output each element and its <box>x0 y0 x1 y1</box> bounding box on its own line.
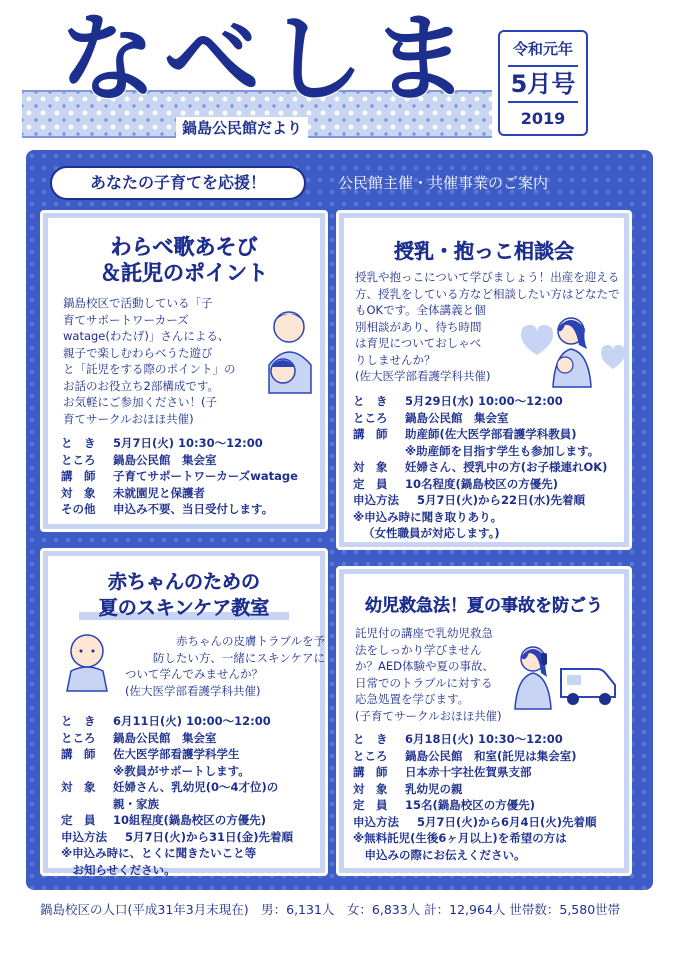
detail-value: 6月18日(火) 10:30～12:00 <box>405 732 563 746</box>
intro-line: 応急処置を学びます。 <box>355 692 470 706</box>
detail-row <box>61 713 323 730</box>
detail-row <box>61 746 323 763</box>
detail-row <box>61 452 323 469</box>
detail-value: ※助産師を目指す学生も参加します。 <box>405 443 600 458</box>
card-title: 授乳・抱っこ相談会 <box>394 239 574 263</box>
card-details <box>353 393 627 542</box>
intro-line: watage(わたげ)」さんによる、 <box>63 329 230 343</box>
detail-row <box>353 476 627 493</box>
detail-row <box>61 485 323 502</box>
detail-label: 講 師 <box>353 427 388 441</box>
detail-label: ところ <box>353 748 388 763</box>
parent-child-illustration <box>253 305 321 395</box>
detail-value: 妊婦さん、授乳中の方(お子様連れOK) <box>405 460 608 474</box>
issue-box <box>498 30 588 136</box>
intro-line: (佐大医学部看護学科共催) <box>355 369 491 383</box>
detail-value: 5月7日(火)から6月4日(火)先着順 <box>417 814 597 829</box>
detail-row <box>61 501 323 518</box>
card-title-line1: 赤ちゃんのための <box>107 571 260 593</box>
detail-label: 講 師 <box>61 469 96 483</box>
detail-label <box>61 796 113 813</box>
issue-year: 2019 <box>520 109 566 128</box>
card-intro <box>355 625 515 724</box>
detail-row <box>353 764 629 781</box>
detail-row <box>353 443 627 460</box>
detail-label <box>61 763 113 780</box>
detail-value: 申込み不要、当日受付します。 <box>113 502 274 516</box>
detail-row <box>353 797 629 814</box>
detail-value: 10名程度(鍋島校区の方優先) <box>405 476 559 491</box>
intro-line: ついて学んでみませんか？ <box>125 667 263 681</box>
detail-note: お知らせください。 <box>61 862 176 877</box>
detail-label: ところ <box>353 410 388 425</box>
detail-value: ※教員がサポートします。 <box>113 763 250 778</box>
detail-label: 対 象 <box>353 781 388 796</box>
detail-note: （女性職員が対応します。) <box>363 526 500 540</box>
card-title-line2: 夏のスキンケア教室 <box>79 593 289 620</box>
detail-label: と き <box>61 436 96 450</box>
event-card-skincare <box>40 548 328 876</box>
detail-value: 5月29日(水) 10:00～12:00 <box>405 394 563 408</box>
section-heading: 公民館主催・共催事業のご案内 <box>338 174 549 192</box>
detail-row <box>61 812 323 829</box>
detail-label: 対 象 <box>61 780 96 794</box>
detail-value: 未就園児と保護者 <box>113 485 205 500</box>
newsletter-title: なべしま <box>60 2 476 115</box>
detail-row <box>353 426 627 443</box>
detail-value: 妊婦さん、乳幼児(0～4才位)の <box>113 780 279 794</box>
detail-row <box>353 393 627 410</box>
event-card-nursing <box>336 210 632 550</box>
intro-line: 親子で楽しむわらべうた遊び <box>63 345 213 360</box>
intro-line: 育てサークルおほほ共催) <box>63 411 194 426</box>
detail-row <box>353 459 627 476</box>
intro-line: と「託児をする際のポイント」の <box>63 362 236 376</box>
intro-line: 赤ちゃんの皮膚トラブルを予 <box>175 634 325 648</box>
detail-value: 鍋島公民館 和室(託児は集会室) <box>405 748 577 763</box>
intro-line: 育てサポートワーカーズ <box>63 312 189 327</box>
detail-value: 鍋島公民館 集会室 <box>405 410 509 425</box>
mother-baby-illustration <box>515 309 625 389</box>
detail-row <box>61 779 323 796</box>
population-footer: 鍋島校区の人口(平成31年3月末現在) 男：6,131人 女：6,833人 計：12,964人 世帯数：5,580世帯 <box>40 902 621 917</box>
detail-label: と き <box>61 714 96 728</box>
intro-line: (子育てサークルおほほ共催) <box>355 708 502 723</box>
detail-value: 5月7日(火) 10:30～12:00 <box>113 436 263 450</box>
detail-note: ※無料託児(生後6ヶ月以上)を希望の方は <box>353 831 567 845</box>
detail-value: 鍋島公民館 集会室 <box>113 730 217 745</box>
intro-line: 方、授乳をしている方など相談したい方はどなたで <box>355 286 620 301</box>
detail-value: 子育てサポートワーカーズwatage <box>113 469 298 483</box>
card-title-line2: ＆託児のポイント <box>100 261 268 285</box>
detail-note: ※申込み時に聞き取りあり。 <box>353 509 503 524</box>
intro-line: お話のお役立ち2部構成です。 <box>63 378 219 393</box>
detail-label: ところ <box>61 452 96 467</box>
intro-line: は育児についておしゃべ <box>355 336 482 350</box>
intro-line: 日常でのトラブルに対する <box>355 675 493 690</box>
detail-row <box>353 410 627 427</box>
intro-line: 託児付の講座で乳幼児救急 <box>355 626 493 640</box>
detail-row <box>61 435 323 452</box>
intro-line: お気軽にご参加ください！(子 <box>63 395 217 409</box>
issue-month: 5月号 <box>508 65 578 103</box>
card-title: 幼児救急法！夏の事故を防ごう <box>365 596 603 616</box>
detail-value: 5月7日(火)から22日(水)先着順 <box>417 493 586 507</box>
card-details <box>353 731 629 863</box>
card-details <box>61 713 323 878</box>
detail-label: と き <box>353 732 388 746</box>
detail-row <box>61 763 323 780</box>
detail-row <box>61 730 323 747</box>
detail-label: 申込方法 <box>61 829 107 844</box>
detail-row <box>353 781 629 798</box>
detail-note: ※申込み時に、とくに聞きたいこと等 <box>61 846 257 860</box>
section-pill: あなたの子育てを応援！ <box>50 166 306 200</box>
detail-note: 申込みの際にお伝えください。 <box>353 847 526 862</box>
detail-label: 対 象 <box>353 460 388 474</box>
event-card-warabe <box>40 210 328 532</box>
detail-row <box>353 748 629 765</box>
detail-label: 申込方法 <box>353 814 399 829</box>
detail-value: 日本赤十字社佐賀県支部 <box>405 765 532 779</box>
detail-value: 5月7日(火)から31日(金)先着順 <box>125 829 294 844</box>
intro-line: 法をしっかり学びません <box>355 642 482 657</box>
detail-row <box>353 814 629 831</box>
event-card-firstaid <box>336 566 632 876</box>
ambulance-call-illustration <box>511 639 625 711</box>
detail-label: その他 <box>61 502 96 516</box>
card-title-line1: わらべ歌あそび <box>110 235 258 259</box>
newsletter-subtitle: 鍋島公民館だより <box>176 117 308 138</box>
detail-value: 助産師(佐大医学部看護学科教員) <box>405 427 577 441</box>
detail-label: 申込方法 <box>353 493 399 507</box>
detail-value: 乳幼児の親 <box>405 781 463 796</box>
detail-label: 講 師 <box>61 747 96 761</box>
detail-row <box>61 468 323 485</box>
intro-line: りしませんか？ <box>355 352 436 367</box>
detail-label: ところ <box>61 730 96 745</box>
detail-label: 定 員 <box>61 813 96 827</box>
detail-label: 定 員 <box>353 476 388 491</box>
intro-line: 防したい方、一緒にスキンケアに <box>152 650 325 665</box>
detail-row <box>61 829 323 846</box>
detail-label: 対 象 <box>61 485 96 500</box>
card-details <box>61 435 323 518</box>
detail-row <box>61 796 323 813</box>
intro-line: (佐大医学部看護学科共催) <box>125 683 261 698</box>
detail-value: 10組程度(鍋島校区の方優先) <box>113 813 267 827</box>
detail-value: 6月11日(火) 10:00～12:00 <box>113 714 271 728</box>
intro-line: 別相談があり、待ち時間 <box>355 319 482 334</box>
detail-value: 佐大医学部看護学科学生 <box>113 747 240 761</box>
detail-label: 定 員 <box>353 798 388 812</box>
intro-line: 授乳や抱っこについて学びましょう！出産を迎える <box>355 270 620 284</box>
detail-value: 15名(鍋島校区の方優先) <box>405 798 536 812</box>
intro-line: もOKです。全体講義と個 <box>355 303 486 317</box>
card-intro <box>63 295 263 427</box>
masthead <box>0 0 678 148</box>
intro-line: か？AED体験や夏の事故、 <box>355 659 494 673</box>
detail-row <box>353 492 627 509</box>
intro-line: 鍋島校区で活動している「子 <box>63 296 213 310</box>
detail-value: 鍋島公民館 集会室 <box>113 452 217 467</box>
card-intro <box>105 633 325 699</box>
detail-row <box>353 731 629 748</box>
detail-label <box>353 443 405 460</box>
detail-value: 親・家族 <box>113 796 159 811</box>
issue-era: 令和元年 <box>512 40 573 58</box>
detail-label: 講 師 <box>353 765 388 779</box>
detail-label: と き <box>353 394 388 408</box>
